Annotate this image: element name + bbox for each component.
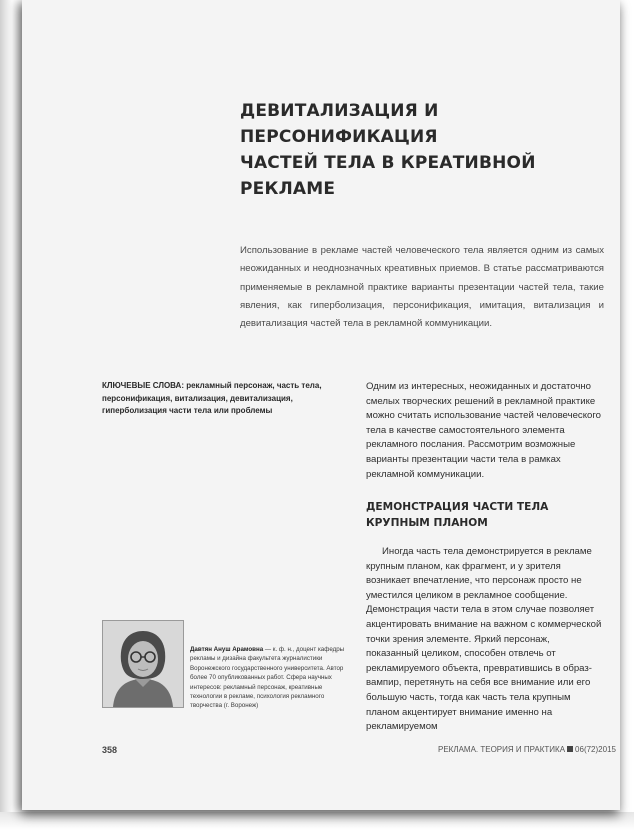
square-separator-icon [567,746,573,752]
page-shadow-left [0,0,12,830]
author-info [190,645,350,711]
intro-paragraph: Одним из интересных, неожиданных и достаточно смелых творческих решений в рекламной практике можно считать использование частей человеческого тела в качестве самостоятельного элемента рекламного послания. Рассмотрим возможные варианты презентации части тела в рамках рекламной коммуникации. [366,381,601,480]
section-body: Иногда часть тела демонстрируется в рекламе крупным планом, как фрагмент, и у зрителя возникает впечатление, что персонаж просто не уместился целиком в рекламное сообщение. Демонстрация части тела в этом случае позволяет акцентировать внимание на важном с коммерческой точки зрения элементе. Яркий персонаж, показанный целиком, способен отвлечь от рекламируемого объекта, превратившись в образ-вампир, перетянуть на себя все внимание или его большую часть, тогда как часть тела крупным планом акцентирует внимание именно на рекламируемом [366,546,602,733]
author-name: Давтян Ануш Арамовна [190,646,264,653]
title-line-1: ДЕВИТАЛИЗАЦИЯ И ПЕРСОНИФИКАЦИЯ [240,101,439,147]
page-number: 358 [102,745,118,755]
journal-page [22,0,620,810]
page-shadow-bottom [0,812,634,830]
article-title [240,98,620,202]
article-abstract: Использование в рекламе частей человеческого тела является одним из самых неожиданных и неоднозначных креативных приемов. В статье рассматриваются применяемые в рекламной практике варианты презентации частей тела, такие явления, как гиперболизация, персонификация, имитация, витализация и девитализация частей тела в рекламной коммуникации. [240,245,604,330]
author-bio: — к. ф. н., доцент кафедры рекламы и дизайна факультета журналистики Воронежского государственного университета. Автор более 70 опубликованных работ. Сфера научных интересов: рекламный персонаж, креативные технологии в рекламе, психология рекламного творчества (г. Воронеж) [190,646,345,710]
section-title: ДЕМОНСТРАЦИЯ ЧАСТИ ТЕЛА КРУПНЫМ ПЛАНОМ [366,501,549,529]
title-line-2: ЧАСТЕЙ ТЕЛА В КРЕАТИВНОЙ РЕКЛАМЕ [240,153,536,199]
keywords: КЛЮЧЕВЫЕ СЛОВА: рекламный персонаж, часть тела, персонификация, витализация, девитализация, гиперболизация части тела или проблемы [102,381,322,415]
journal-name: РЕКЛАМА. ТЕОРИЯ И ПРАКТИКА [438,745,566,754]
author-portrait-icon [103,621,183,707]
issue-number: 06(72)2015 [575,745,616,754]
running-footer [438,745,616,754]
author-photo [102,620,184,708]
